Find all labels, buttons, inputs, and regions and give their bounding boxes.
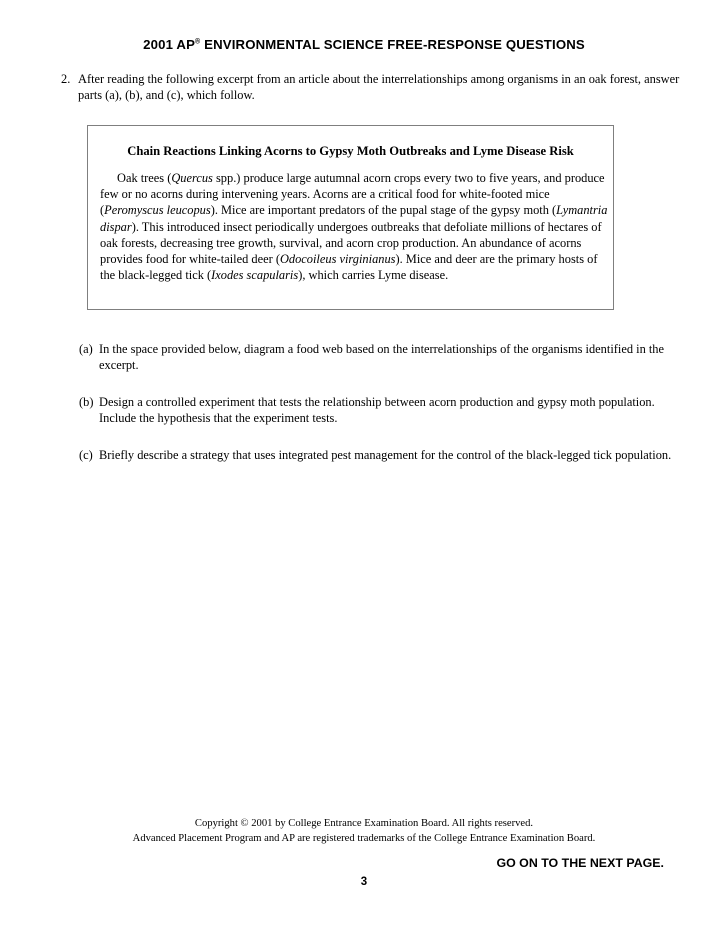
excerpt-text: ). Mice are important predators of the pupal stage of the gypsy moth ( (210, 203, 557, 218)
header-title: ENVIRONMENTAL SCIENCE FREE-RESPONSE QUESTIONS (200, 37, 585, 52)
excerpt-paragraph (100, 170, 608, 283)
copyright-notice: Copyright © 2001 by College Entrance Examination Board. All rights reserved. (194, 818, 534, 829)
excerpt-title: Chain Reactions Linking Acorns to Gypsy Moth Outbreaks and Lyme Disease Risk (127, 144, 574, 158)
header-prefix: 2001 AP (143, 37, 196, 52)
question-text: After reading the following excerpt from an article about the interrelationships among organisms in an oak forest, answer parts (a), (b), and (c), which follow. (78, 72, 680, 103)
part-c (79, 447, 679, 463)
excerpt-text: ). Mice and deer are the primary hosts of the black-legged tick ( (100, 252, 598, 283)
species-name-ixodes: Ixodes scapularis (211, 268, 299, 283)
part-label: (c) (79, 448, 93, 462)
question-number: 2. (61, 72, 71, 86)
part-text: In the space provided below, diagram a food web based on the interrelationships of the organisms identified in the excerpt. (99, 342, 664, 373)
species-name-odocoileus: Odocoileus virginianus (279, 252, 396, 267)
species-name-peromyscus: Peromyscus leucopus (104, 203, 211, 218)
part-b (79, 394, 679, 427)
part-text: Briefly describe a strategy that uses integrated pest management for the control of the black-legged tick population. (99, 448, 672, 462)
trademark-notice: Advanced Placement Program and AP are registered trademarks of the College Entrance Examination Board. (132, 833, 596, 844)
question-2 (61, 71, 681, 104)
excerpt-text: ), which carries Lyme disease. (298, 268, 449, 283)
excerpt-text: ). This introduced insect periodically undergoes outbreaks that defoliate millions of hectares of oak forests, decreasing tree growth, survival, and acorn crop production. An abundance of acorns provides food for white-tailed deer ( (100, 219, 602, 267)
part-a (79, 341, 679, 374)
part-label: (b) (79, 395, 94, 409)
registered-mark: ® (195, 38, 201, 46)
species-name-quercus: Quercus (171, 171, 213, 185)
part-label: (a) (79, 342, 93, 356)
page-number: 3 (360, 876, 368, 888)
excerpt-body (100, 170, 608, 283)
species-name-lymantria: Lymantria dispar (100, 203, 608, 234)
excerpt-text: spp.) produce large autumnal acorn crops every two to five years, and produce few or no acorns during intervening years. Acorns are a critical food for white-footed mice ( (100, 171, 605, 218)
excerpt-text: Oak trees ( (117, 171, 172, 185)
part-text: Design a controlled experiment that tests the relationship between acorn production and gypsy moth population. Include the hypothesis that the experiment tests. (99, 395, 655, 426)
excerpt-box (87, 125, 614, 310)
next-page-notice: GO ON TO THE NEXT PAGE. (496, 856, 664, 870)
page-header (0, 37, 728, 52)
